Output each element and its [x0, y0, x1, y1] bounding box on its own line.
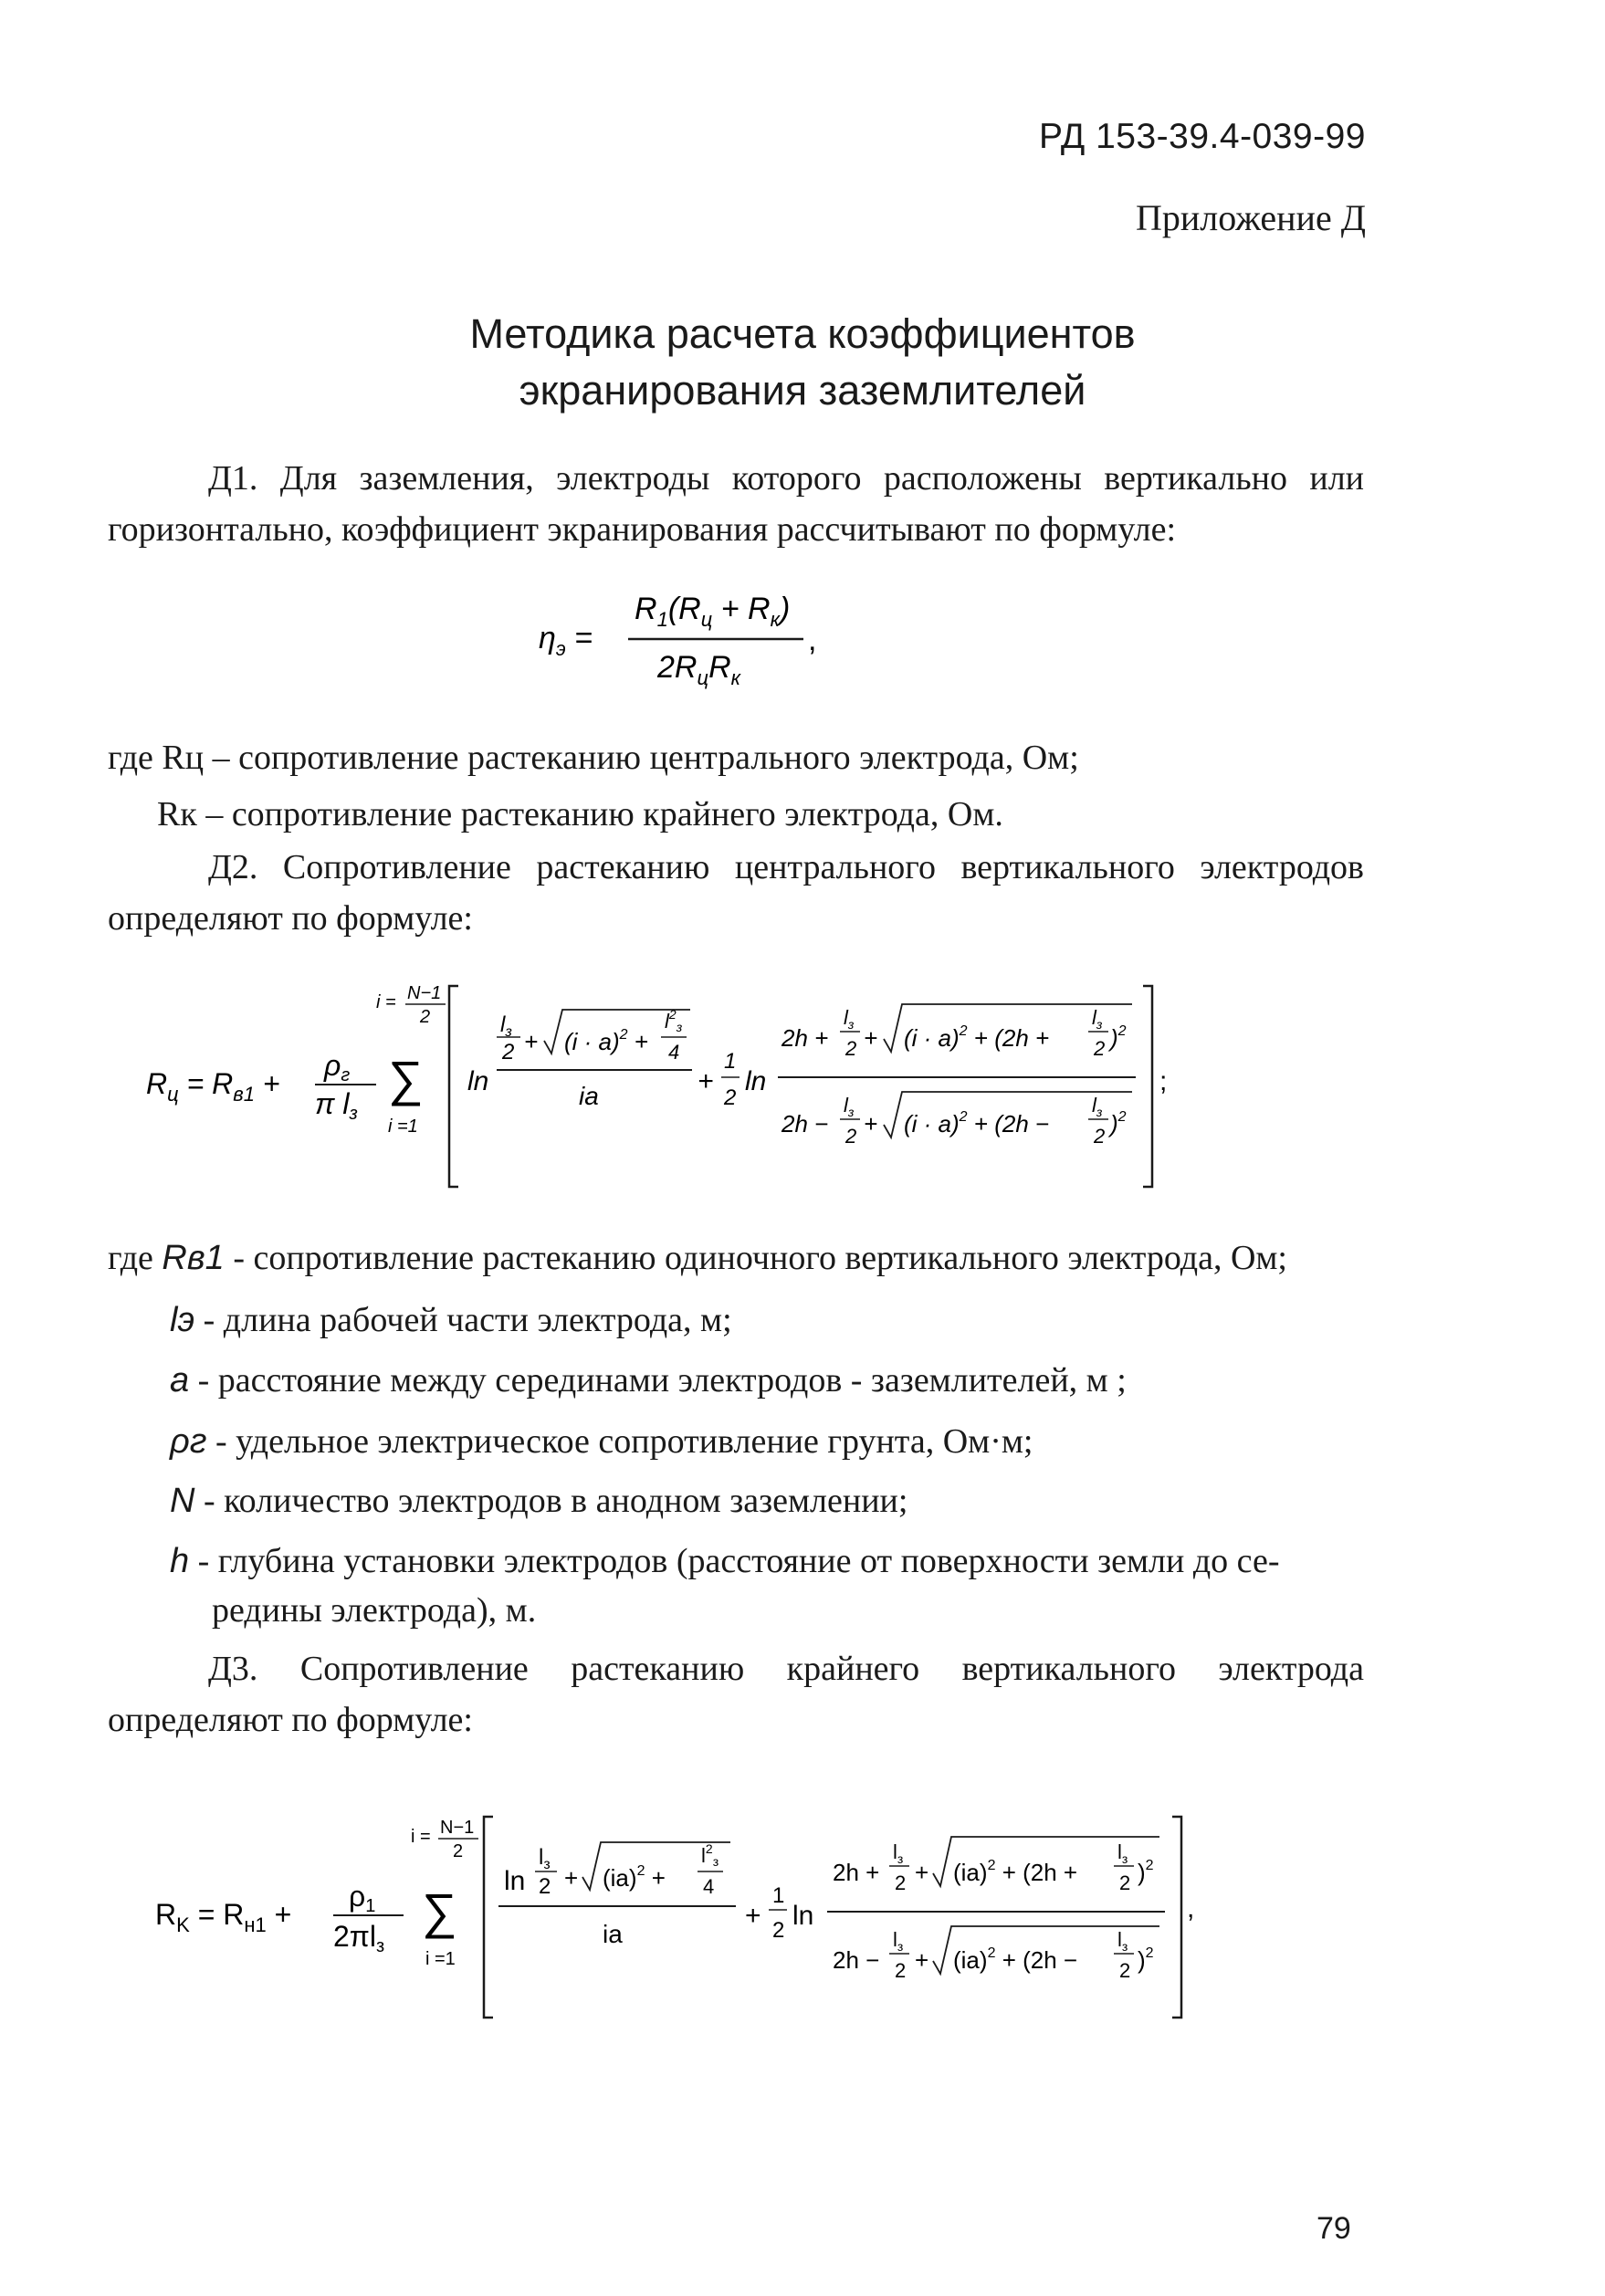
formula-edge-resistance	[146, 1798, 1351, 2027]
svg-text:ia: ia	[603, 1920, 623, 1948]
formula-comma: ,	[808, 623, 817, 657]
svg-text:ln: ln	[792, 1901, 814, 1931]
def-l	[170, 1296, 732, 1344]
svg-text:2: 2	[895, 1959, 907, 1982]
def-n	[170, 1477, 907, 1525]
symbol-rk: Rк	[157, 795, 197, 833]
svg-text:2: 2	[502, 1040, 515, 1064]
def-l-text: - длина рабочей части электрода, м;	[203, 1301, 732, 1339]
svg-text:2h −: 2h −	[833, 1946, 880, 1974]
svg-text:RK = Rн1 +: $R_K = R_{н1}$ +	[155, 1898, 292, 1936]
symbol-rho: ρг	[170, 1422, 207, 1461]
svg-text:N−1: N−1	[407, 983, 442, 1003]
page-number: 79	[1317, 2211, 1351, 2246]
svg-text:2: 2	[1119, 1959, 1131, 1982]
svg-text:2: 2	[772, 1918, 785, 1943]
svg-text:2h −: 2h −	[782, 1110, 829, 1138]
svg-text:lз: $l_з$	[539, 1845, 551, 1872]
svg-text:)2: )$^2$	[1110, 1109, 1127, 1138]
formula-numerator: $R_1(R_ц + R_к)$	[635, 592, 791, 631]
appendix-label: Приложение Д	[1136, 197, 1366, 238]
svg-text:ρ1: ρ1	[349, 1880, 376, 1916]
page-title	[0, 306, 1605, 419]
svg-text:lз: $l_з$	[1117, 1840, 1128, 1866]
symbol-n: N	[170, 1482, 195, 1520]
title-line-1: Методика расчета коэффициентов	[469, 310, 1136, 357]
svg-text:ln: ln	[467, 1066, 489, 1096]
svg-text:ln: ln	[504, 1866, 526, 1896]
svg-text:(ia)2 + (2h +: (ia)$^2$ + (2h +	[953, 1858, 1078, 1886]
svg-text:lз: $l_з$	[1092, 1006, 1103, 1032]
svg-text:+: +	[745, 1901, 761, 1931]
svg-text:N−1: N−1	[440, 1818, 475, 1838]
formula-central-resistance	[137, 968, 1333, 1196]
svg-text:+: +	[864, 1024, 878, 1052]
svg-text:ρг: ρг	[324, 1049, 351, 1085]
symbol-rc: Rц	[162, 739, 205, 777]
svg-text:lз: $l_з$	[844, 1094, 855, 1119]
svg-text:1: 1	[724, 1049, 737, 1074]
def-h-text-1: - глубина установки электродов (расстояние от поверхности земли до се-	[197, 1542, 1280, 1580]
document-code: РД 153-39.4-039-99	[1038, 117, 1366, 156]
svg-text:2: 2	[1094, 1125, 1106, 1148]
svg-text:2: 2	[845, 1037, 857, 1060]
svg-text:(i · a)2 +: $(i \cdot a)^2$ +	[564, 1027, 648, 1055]
symbol-a: a	[170, 1361, 190, 1400]
formula-eta: $\eta_э$ =	[539, 621, 593, 660]
svg-text:)2: )$^2$	[1138, 1858, 1154, 1886]
where-label-2: где	[108, 1239, 153, 1277]
paragraph-d3: Д3. Сопротивление растеканию крайнего вертикального электрода определяют по формуле:	[108, 1650, 1364, 1739]
svg-text:lз: $l_з$	[844, 1006, 855, 1032]
svg-text:2πlз: 2πlз	[333, 1920, 385, 1956]
svg-text:2: 2	[453, 1841, 464, 1861]
svg-text:lз: $l_з$	[500, 1012, 512, 1040]
svg-text:+: +	[564, 1864, 579, 1892]
svg-text:)2: )$^2$	[1138, 1945, 1154, 1974]
svg-text:;: ;	[1159, 1066, 1168, 1096]
def-n-text: - количество электродов в анодном заземлении;	[203, 1482, 908, 1520]
svg-text:2: 2	[845, 1125, 857, 1148]
svg-text:2: 2	[420, 1007, 431, 1027]
svg-text:(i · a)2 + (2h −: $(i \cdot a)^2 + (2h$ −	[904, 1109, 1050, 1138]
paragraph-d2: Д2. Сопротивление растеканию центрального вертикального электродов определяют по формуле:	[108, 848, 1364, 938]
def-rv1	[108, 1234, 1287, 1282]
where-label: где	[108, 739, 153, 777]
symbol-l: lэ	[170, 1301, 195, 1339]
svg-text:+: +	[915, 1946, 929, 1974]
svg-text:l2з: $l^2_з$	[665, 1007, 683, 1034]
symbol-rv1: Rв1	[162, 1239, 225, 1277]
svg-text:∑: ∑	[388, 1052, 424, 1106]
formula-denominator: $2R_цR_к$	[657, 650, 741, 689]
svg-text:i =1: i =1	[388, 1117, 418, 1137]
svg-text:(ia)2 + (2h −: (ia)$^2$ + (2h −	[953, 1945, 1078, 1974]
svg-text:2: 2	[724, 1085, 737, 1110]
svg-text:4: 4	[703, 1875, 715, 1898]
svg-text:+: +	[524, 1028, 539, 1055]
def-rho-text: - удельное электрическое сопротивление грунта, Ом·м;	[215, 1422, 1033, 1461]
svg-text:(i · a)2 + (2h +: $(i \cdot a)^2 + (2h$ +	[904, 1023, 1050, 1052]
svg-text:(ia)2 +: (ia)$^2$ +	[603, 1863, 666, 1892]
svg-text:2: 2	[1119, 1871, 1131, 1894]
def-rk	[157, 791, 1003, 838]
svg-text:i =: i =	[376, 992, 396, 1012]
def-a	[170, 1357, 1127, 1404]
def-rc	[108, 734, 1079, 781]
symbol-h: h	[170, 1542, 190, 1580]
svg-text:i =1: i =1	[425, 1949, 456, 1969]
def-rv1-text: - сопротивление растеканию одиночного вертикального электрода, Ом;	[233, 1239, 1287, 1277]
svg-text:lз: $l_з$	[1117, 1928, 1128, 1954]
svg-text:lз: $l_з$	[893, 1840, 904, 1866]
svg-text:,: ,	[1187, 1893, 1195, 1924]
formula-screening-coefficient	[530, 575, 876, 703]
paragraph-d1: Д1. Для заземления, электроды которого расположены вертикально или горизонтально, коэффициент экранирования рассчитывают по формуле:	[108, 459, 1364, 549]
svg-text:+: +	[915, 1859, 929, 1886]
svg-text:2: 2	[1094, 1037, 1106, 1060]
svg-text:i =: i =	[411, 1827, 431, 1847]
svg-text:1: 1	[772, 1883, 785, 1908]
svg-text:+: +	[698, 1066, 714, 1096]
svg-text:∑: ∑	[422, 1884, 457, 1939]
svg-text:)2: )$^2$	[1110, 1023, 1127, 1052]
svg-text:π lз: π lз	[315, 1087, 358, 1124]
svg-text:2h +: 2h +	[782, 1024, 829, 1052]
def-rc-text: – сопротивление растеканию центрального электрода, Ом;	[212, 739, 1079, 777]
title-line-2: экранирования заземлителей	[519, 367, 1086, 414]
svg-text:4: 4	[668, 1041, 680, 1064]
svg-text:2: 2	[539, 1874, 551, 1899]
def-rho	[170, 1418, 1033, 1465]
svg-text:+: +	[864, 1110, 878, 1138]
svg-text:Rц = Rв1 +: $R_ц = R_{в1}$ +	[146, 1067, 280, 1106]
svg-text:lз: $l_з$	[893, 1928, 904, 1954]
svg-text:ia: ia	[579, 1082, 599, 1110]
def-rk-text: – сопротивление растеканию крайнего электрода, Ом.	[205, 795, 1003, 833]
def-h-cont: редины электрода), м.	[212, 1591, 537, 1630]
svg-text:lз: $l_з$	[1092, 1094, 1103, 1119]
svg-text:l2з: $l^2_з$	[701, 1841, 719, 1869]
svg-text:ln: ln	[745, 1066, 767, 1096]
svg-text:2: 2	[895, 1871, 907, 1894]
def-a-text: - расстояние между серединами электродов - заземлителей, м ;	[197, 1361, 1127, 1400]
def-h	[170, 1537, 1366, 1585]
svg-text:2h +: 2h +	[833, 1859, 880, 1886]
